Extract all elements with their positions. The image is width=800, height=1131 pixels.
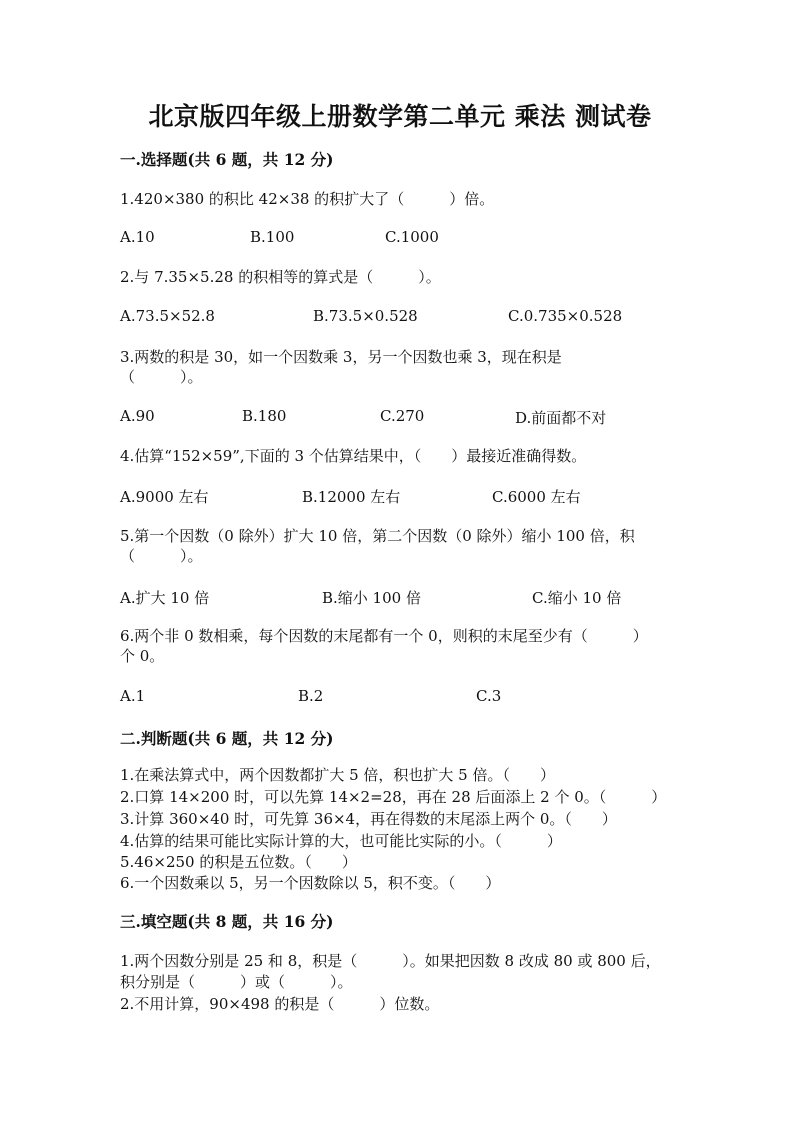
- fill-question-1-line2: 积分别是（ ）或（ ）。: [120, 973, 353, 991]
- option-4c: C.6000 左右: [492, 488, 581, 506]
- question-2: 2.与 7.35×5.28 的积相等的算式是（ ）。: [120, 268, 441, 286]
- page-title: 北京版四年级上册数学第二单元 乘法 测试卷: [148, 102, 652, 131]
- judgment-item-1: 1.在乘法算式中，两个因数都扩大 5 倍，积也扩大 5 倍。（ ）: [120, 766, 555, 784]
- question-3-line2: （ ）。: [120, 368, 203, 386]
- question-5-line2: （ ）。: [120, 547, 203, 565]
- fill-question-2: 2.不用计算，90×498 的积是（ ）位数。: [120, 995, 440, 1013]
- option-5a: A.扩大 10 倍: [120, 589, 210, 607]
- option-3b: B.180: [242, 407, 287, 425]
- question-6-line1: 6.两个非 0 数相乘，每个因数的末尾都有一个 0，则积的末尾至少有（ ）: [120, 627, 648, 645]
- section-heading-fill: 三.填空题(共 8 题，共 16 分): [120, 912, 334, 931]
- option-2c: C.0.735×0.528: [508, 307, 623, 325]
- option-2b: B.73.5×0.528: [313, 307, 418, 325]
- option-6b: B.2: [298, 687, 324, 705]
- judgment-item-4: 4.估算的结果可能比实际计算的大，也可能比实际的小。（ ）: [120, 832, 562, 850]
- option-6c: C.3: [476, 687, 502, 705]
- option-3d: D.前面都不对: [515, 409, 607, 427]
- option-2a: A.73.5×52.8: [120, 307, 215, 325]
- option-5c: C.缩小 10 倍: [532, 589, 622, 607]
- judgment-item-5: 5.46×250 的积是五位数。（ ）: [120, 853, 357, 871]
- option-6a: A.1: [120, 687, 146, 705]
- option-1b: B.100: [250, 228, 295, 246]
- option-1c: C.1000: [385, 228, 439, 246]
- judgment-item-3: 3.计算 360×40 时，可先算 36×4，再在得数的末尾添上两个 0。（ ）: [120, 810, 617, 828]
- option-3a: A.90: [120, 407, 155, 425]
- option-4a: A.9000 左右: [120, 488, 209, 506]
- option-4b: B.12000 左右: [302, 488, 401, 506]
- question-5-line1: 5.第一个因数（0 除外）扩大 10 倍，第二个因数（0 除外）缩小 100 倍，积: [120, 527, 635, 545]
- option-1a: A.10: [120, 228, 155, 246]
- question-1: 1.420×380 的积比 42×38 的积扩大了（ ）倍。: [120, 190, 495, 208]
- question-3-line1: 3.两数的积是 30，如一个因数乘 3，另一个因数也乘 3，现在积是: [120, 348, 562, 366]
- judgment-item-6: 6.一个因数乘以 5，另一个因数除以 5，积不变。（ ）: [120, 874, 501, 892]
- section-heading-judgment: 二.判断题(共 6 题，共 12 分): [120, 729, 334, 748]
- option-3c: C.270: [380, 407, 425, 425]
- section-heading-choice: 一.选择题(共 6 题，共 12 分): [120, 150, 334, 169]
- option-5b: B.缩小 100 倍: [322, 589, 421, 607]
- fill-question-1-line1: 1.两个因数分别是 25 和 8，积是（ ）。如果把因数 8 改成 80 或 800 后，: [120, 952, 661, 970]
- judgment-item-2: 2.口算 14×200 时，可以先算 14×2=28，再在 28 后面添上 2 个 0。（ ）: [120, 788, 667, 806]
- question-6-line2: 个 0。: [120, 647, 165, 665]
- question-4: 4.估算“152×59”,下面的 3 个估算结果中，（ ）最接近准确得数。: [120, 447, 587, 465]
